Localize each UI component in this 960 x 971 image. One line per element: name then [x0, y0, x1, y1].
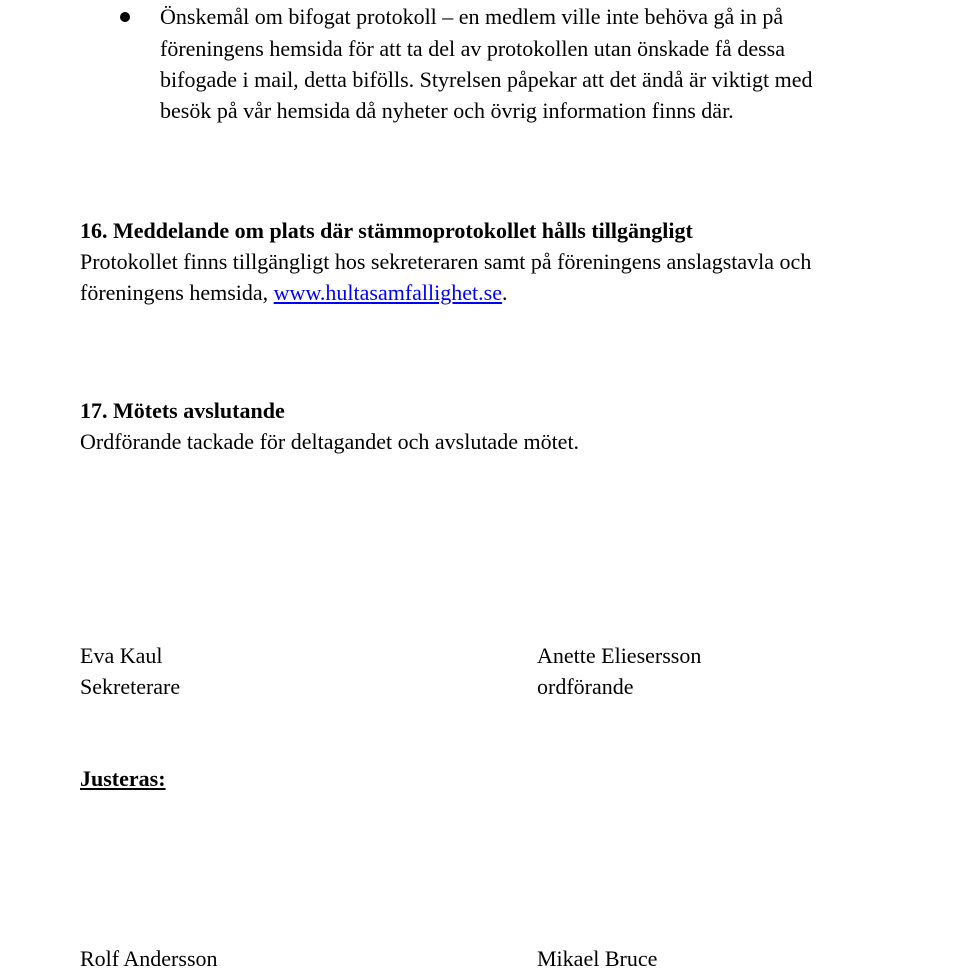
- paragraph-line: Ordförande tackade för deltagandet och avslutade mötet.: [80, 429, 580, 454]
- bullet-icon: [120, 12, 130, 22]
- paragraph-line: Protokollet finns tillgängligt hos sekreteraren samt på föreningens anslagstavla och: [80, 249, 812, 274]
- bullet-text-line: besök på vår hemsida då nyheter och övrig information finns där.: [160, 98, 734, 123]
- bullet-text-line: föreningens hemsida för att ta del av protokollen utan önskade få dessa: [160, 36, 785, 61]
- justeras-label: Justeras:: [80, 766, 166, 791]
- bullet-text-line: bifogade i mail, detta bifölls. Styrelsen påpekar att det ändå är viktigt med: [160, 67, 813, 92]
- signatory-role: ordförande: [537, 674, 634, 699]
- bullet-text-line: Önskemål om bifogat protokoll – en medlem ville inte behöva gå in på: [160, 4, 784, 29]
- signatory-name: Anette Eliesersson: [537, 643, 702, 668]
- adjuster-name: Rolf Andersson: [80, 946, 218, 971]
- signatory-role: Sekreterare: [80, 674, 181, 699]
- signatory-name: Eva Kaul: [80, 643, 163, 668]
- paragraph-line: [80, 282, 507, 304]
- website-link[interactable]: www.hultasamfallighet.se: [273, 280, 502, 305]
- section-heading: 16. Meddelande om plats där stämmoprotokollet hålls tillgängligt: [80, 218, 693, 243]
- adjuster-name: Mikael Bruce: [537, 946, 658, 971]
- section-heading: 17. Mötets avslutande: [80, 398, 285, 423]
- paragraph-text: föreningens hemsida,: [80, 280, 274, 305]
- paragraph-text: .: [501, 280, 508, 305]
